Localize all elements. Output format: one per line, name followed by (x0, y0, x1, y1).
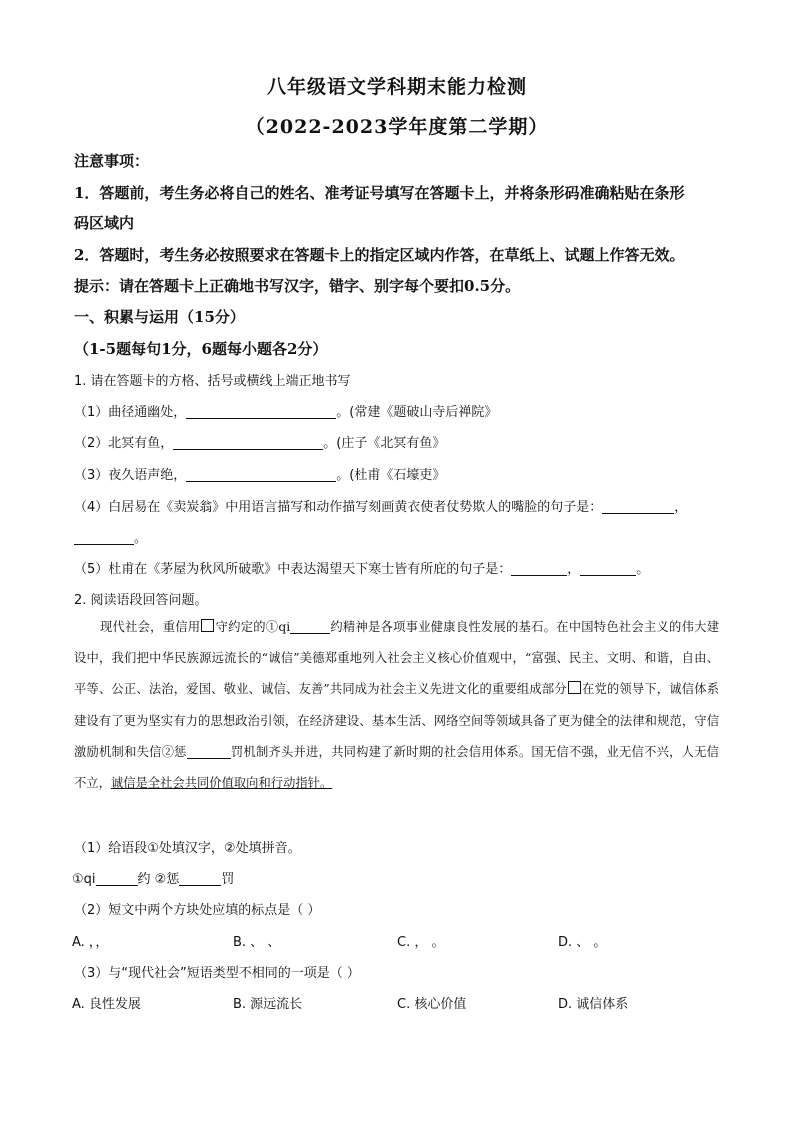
page-title: 八年级语文学科期末能力检测 (266, 76, 527, 98)
choice-b[interactable]: B. 源远流长 (233, 997, 303, 1012)
passage-text: 在党的领导下，诚信体系建设有了更为坚实有力的思想政治引领，在经济建设、基本生活、网络空间等领域具备了更为健全的法律和规范，守信激励机制和失信②惩 (74, 682, 719, 759)
choice-c[interactable]: C. ， 。 (397, 935, 445, 950)
q1-sub4-cont (74, 527, 147, 546)
underlined-sentence: 诚信是全社会共同价值取向和行动指针。 (110, 776, 333, 791)
q1-stem: 1. 请在答题卡的方格、括号或横线上端正地书写 (74, 374, 351, 389)
answer-blank[interactable] (74, 531, 134, 545)
q1-sub5-stem: （5）杜甫在《茅屋为秋风所破歌》中表达渴望天下寒士皆有所庇的句子是： (74, 562, 512, 577)
passage-text: 守约定的①qi (215, 620, 291, 634)
q1-sub2-prefix: （2）北冥有鱼， (74, 436, 174, 451)
notes-item-1b: 码区域内 (74, 214, 135, 232)
notes-tip: 提示：请在答题卡上正确地书写汉字，错字、别字每个要扣0.5分。 (74, 277, 521, 295)
q1-sub5 (74, 558, 649, 577)
q1-sub1 (74, 401, 497, 420)
notes-heading: 注意事项： (74, 152, 150, 170)
answer-blank[interactable] (187, 746, 231, 759)
notes-item-2: 2．答题时，考生务必按照要求在答题卡上的指定区域内作答，在草纸上、试题上作答无效。 (74, 246, 685, 264)
choice-b[interactable]: B. 、 、 (233, 935, 281, 950)
passage-text: 现代社会，重信用 (100, 620, 201, 634)
passage-text: 罚机制齐头并进，共同构建了新时期的社会信用体系。国无信不强，业无信不兴，人无信不立， (74, 744, 719, 791)
q2-sub2: （2）短文中两个方块处应填的标点是（ ） (74, 903, 321, 918)
answer-blank[interactable] (179, 872, 221, 886)
choice-d[interactable]: D. 诚信体系 (558, 997, 629, 1012)
q1-sub3 (74, 464, 445, 483)
section1-scoring: （1-5题每句1分，6题每小题各2分） (74, 340, 328, 358)
q1-sub4-end: 。 (134, 531, 148, 546)
answer-blank[interactable] (173, 436, 323, 450)
q1-sub2-source: 。(庄子《北冥有鱼》 (323, 436, 446, 451)
choice-d[interactable]: D. 、 。 (558, 935, 607, 950)
choice-a[interactable]: A. 良性发展 (72, 997, 141, 1012)
q1-sub4-stem: （4）白居易在《卖炭翁》中用语言描写和动作描写刻画黄衣使者仗势欺人的嘴脸的句子是： (74, 500, 603, 515)
section1-heading: 一、积累与运用（15分） (74, 308, 245, 326)
answer-blank[interactable] (186, 468, 336, 482)
q2-stem: 2. 阅读语段回答问题。 (74, 593, 208, 608)
notes-item-1a: 1．答题前，考生务必将自己的姓名、准考证号填写在答题卡上，并将条形码准确粘贴在条形 (74, 184, 685, 202)
answer-blank[interactable] (511, 562, 567, 576)
page-subtitle: （2022-2023学年度第二学期） (245, 116, 549, 138)
punctuation-box[interactable] (201, 619, 214, 632)
answer-blank[interactable] (580, 562, 636, 576)
q1-sub5-sep: ， (567, 562, 581, 577)
passage-text: 约精神是各项事业健康良性发展的基石。在中国特色社会主义的伟大建设中，我们把中华民族源远流长的“诚信”美德郑重地列入社会主义核心价值观中，“富强、民主、文明、和谐，自由、平等、公正、法治，爱国、敬业、诚信、友善”共同成为社会主义先进文化的重要组成部分 (74, 620, 719, 697)
q1-sub4: （4）白居易在《卖炭翁》中用语言描写和动作描写刻画黄衣使者仗势欺人的嘴脸的句子是： ， (74, 500, 688, 515)
q1-sub3-source: 。(杜甫《石壕吏》 (336, 468, 446, 483)
q2-sub1: （1）给语段①处填汉字，②处填拼音。 (74, 841, 301, 856)
q1-sub2 (74, 432, 445, 451)
q1-sub1-prefix: （1）曲径通幽处， (74, 405, 187, 420)
q1-sub3-prefix: （3）夜久语声绝， (74, 468, 187, 483)
reading-passage (74, 612, 719, 799)
choice-c[interactable]: C. 核心价值 (397, 997, 467, 1012)
answer-blank[interactable] (290, 621, 330, 634)
q2-sub3: （3）与“现代社会”短语类型不相同的一项是（ ） (74, 966, 360, 981)
answer-blank[interactable] (602, 500, 674, 514)
punctuation-box[interactable] (568, 681, 581, 694)
q1-sub1-source: 。(常建《题破山寺后禅院》 (336, 405, 498, 420)
answer-label: 约 ②惩 (137, 872, 180, 887)
choice-a[interactable]: A. ，， (72, 935, 109, 950)
q1-sub5-end: 。 (636, 562, 650, 577)
answer-blank[interactable] (186, 405, 336, 419)
answer-label: ①qi (72, 872, 96, 887)
q2-sub1-answers (72, 868, 234, 887)
answer-label: 罚 (221, 872, 235, 887)
answer-blank[interactable] (96, 872, 138, 886)
